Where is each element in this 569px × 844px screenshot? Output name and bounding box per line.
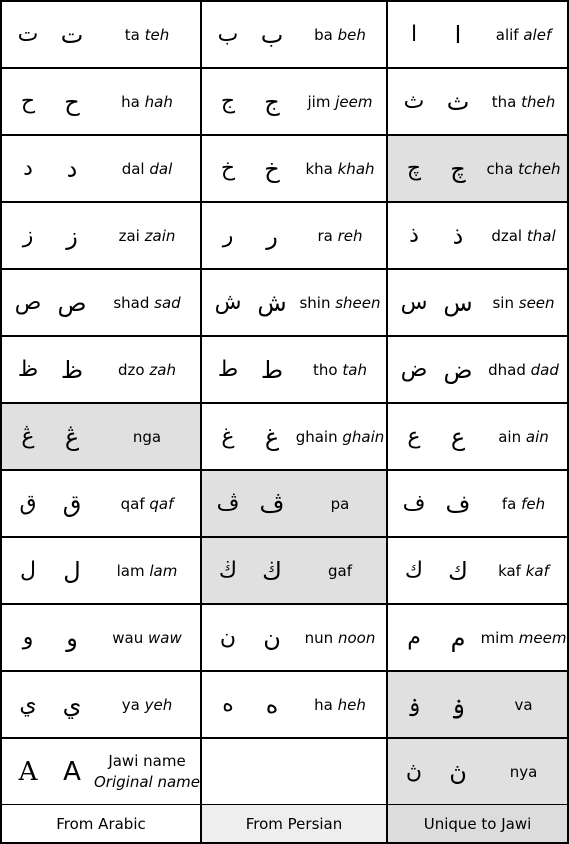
jawi-name: nga [132, 427, 162, 446]
letter-glyph: ذ [452, 221, 464, 250]
letter-cell [202, 203, 388, 270]
isolated-glyph: ش [214, 290, 242, 315]
letter-cell [202, 136, 388, 203]
letter-cell [388, 471, 569, 538]
letter-cell [388, 270, 569, 337]
letter-glyph: ض [443, 355, 473, 384]
letter-cell [388, 605, 569, 672]
isolated-glyph: ڬ [218, 558, 238, 583]
jawi-name: alif [495, 25, 519, 44]
original-name: seen [518, 293, 555, 312]
letter-name: nya [509, 762, 538, 781]
letter-glyph: ق [62, 489, 82, 518]
isolated-glyph: س [400, 290, 428, 315]
original-name: hah [144, 92, 173, 111]
letter-glyph: ه [265, 690, 279, 719]
letter-name [94, 562, 200, 580]
isolated-glyph: و [22, 625, 34, 650]
letter-cell [202, 538, 388, 605]
original-name: sad [154, 293, 181, 312]
isolated-glyph: ص [14, 290, 42, 315]
original-name: sheen [335, 293, 381, 312]
isolated-glyph: ع [407, 424, 421, 449]
letter-glyph: ڤ [259, 489, 285, 518]
isolated-glyph: ۏ [407, 692, 421, 717]
letter-name [94, 361, 200, 379]
isolated-glyph: چ [406, 156, 422, 181]
isolated-glyph: ض [400, 357, 428, 382]
letter-glyph: ا [454, 20, 462, 49]
letter-glyph: ج [264, 87, 280, 116]
empty-cell [202, 739, 388, 806]
original-name: lam [149, 561, 178, 580]
original-name: teh [144, 25, 170, 44]
isolated-glyph: ڤ [216, 491, 240, 516]
jawi-name: fa [501, 494, 517, 513]
letter-cell [388, 739, 569, 806]
isolated-glyph: ت [17, 22, 39, 47]
letter-name [294, 696, 386, 714]
original-name: noon [337, 628, 376, 647]
original-name: yeh [144, 695, 173, 714]
original-name: alef [523, 25, 552, 44]
jawi-name: zai [118, 226, 140, 245]
original-name: ghain [342, 427, 385, 446]
isolated-glyph: م [407, 625, 421, 650]
letter-cell [0, 739, 202, 806]
letter-name [480, 294, 567, 312]
letter-name [94, 428, 200, 446]
jawi-name: qaf [120, 494, 145, 513]
jawi-name: ba [314, 25, 333, 44]
letter-glyph: ن [263, 623, 281, 652]
letter-name [294, 93, 386, 111]
jawi-name: dal [121, 159, 145, 178]
original-name: thal [526, 226, 556, 245]
letter-cell [0, 270, 202, 337]
isolated-glyph: خ [220, 156, 236, 181]
jawi-name: pa [330, 494, 350, 513]
letter-glyph: ح [64, 87, 80, 116]
jawi-name: ra [317, 226, 333, 245]
letter-glyph: م [450, 623, 466, 652]
letter-glyph: خ [264, 154, 280, 183]
letter-name [294, 160, 386, 178]
letter-cell [0, 69, 202, 136]
isolated-glyph: ا [410, 22, 418, 47]
letter-name [480, 93, 567, 111]
letter-name [480, 428, 567, 446]
original-name: dal [149, 159, 173, 178]
isolated-glyph: ط [217, 357, 239, 382]
jawi-name: ta [124, 25, 140, 44]
isolated-glyph: ف [402, 491, 426, 516]
original-name: qaf [149, 494, 174, 513]
original-name: khah [337, 159, 375, 178]
letter-glyph: ث [446, 87, 470, 116]
jawi-name: shad [113, 293, 150, 312]
letter-cell [388, 404, 569, 471]
letter-cell [202, 672, 388, 739]
original-name: heh [337, 695, 366, 714]
letter-glyph: ۏ [450, 690, 466, 719]
original-name: waw [148, 628, 182, 647]
letter-cell [202, 605, 388, 672]
original-name: zain [144, 226, 176, 245]
letter-glyph: ف [445, 489, 471, 518]
letter-cell [388, 538, 569, 605]
isolated-glyph: ج [220, 89, 236, 114]
letter-glyph: ي [62, 690, 82, 719]
letter-name [94, 629, 200, 647]
letter-glyph: ش [257, 288, 287, 317]
letter-cell [0, 538, 202, 605]
letter-glyph: و [66, 623, 78, 652]
letter-cell [0, 136, 202, 203]
letter-cell [388, 0, 569, 69]
letter-name [294, 562, 386, 580]
letter-glyph: ڬ [262, 556, 282, 585]
letter-name [294, 428, 386, 446]
key-glyph-sans: A [63, 756, 81, 787]
letter-cell [0, 0, 202, 69]
letter-name [94, 227, 200, 245]
letter-name [294, 361, 386, 379]
original-name: theh [521, 92, 556, 111]
letter-name [294, 495, 386, 513]
letter-cell [202, 404, 388, 471]
letter-name [94, 26, 200, 44]
jawi-name: gaf [328, 561, 352, 580]
isolated-glyph: ڽ [405, 759, 423, 784]
letter-name [480, 562, 567, 580]
letter-name [480, 629, 567, 647]
isolated-glyph: ڠ [21, 424, 35, 449]
jawi-name: tho [313, 360, 338, 379]
letter-glyph: د [66, 154, 78, 183]
jawi-name: lam [116, 561, 145, 580]
letter-cell [388, 136, 569, 203]
jawi-name: va [514, 695, 533, 714]
letter-glyph: ك [448, 556, 468, 585]
isolated-glyph: ح [20, 89, 36, 114]
letter-name [480, 26, 567, 44]
letter-cell [0, 337, 202, 404]
jawi-name: jim [307, 92, 331, 111]
letter-glyph: چ [450, 154, 466, 183]
letter-cell [0, 471, 202, 538]
letter-glyph: ب [260, 20, 284, 49]
letter-glyph: ت [60, 20, 84, 49]
letter-cell [202, 69, 388, 136]
letter-name [294, 227, 386, 245]
original-name: meem [518, 628, 567, 647]
letter-glyph: ظ [60, 355, 84, 384]
letter-cell [202, 270, 388, 337]
key-names [94, 751, 200, 793]
original-name: tah [342, 360, 367, 379]
letter-cell [202, 337, 388, 404]
letter-cell [202, 0, 388, 69]
letter-name [94, 294, 200, 312]
original-name: tcheh [518, 159, 561, 178]
original-name: beh [337, 25, 366, 44]
jawi-name: ghain [295, 427, 338, 446]
letter-name [480, 361, 567, 379]
letter-name [480, 160, 567, 178]
isolated-glyph: ك [404, 558, 424, 583]
jawi-name: nun [304, 628, 334, 647]
isolated-glyph: ث [403, 89, 425, 114]
letter-name [94, 696, 200, 714]
letter-name [94, 93, 200, 111]
jawi-name: tha [491, 92, 517, 111]
jawi-name: ain [498, 427, 522, 446]
jawi-name: ha [121, 92, 140, 111]
letter-cell [388, 69, 569, 136]
isolated-glyph: ق [19, 491, 37, 516]
jawi-name: kha [305, 159, 333, 178]
legend-unique-to-jawi: Unique to Jawi [388, 805, 569, 844]
letter-cell [388, 203, 569, 270]
isolated-glyph: ب [217, 22, 239, 47]
letter-cell [0, 203, 202, 270]
jawi-name: sin [492, 293, 514, 312]
letter-cell [388, 672, 569, 739]
letter-name [480, 227, 567, 245]
jawi-name: dzal [491, 226, 523, 245]
jawi-name: cha [486, 159, 514, 178]
letter-glyph: ر [266, 221, 278, 250]
letter-glyph: ز [66, 221, 78, 250]
jawi-name: shin [299, 293, 331, 312]
letter-glyph: ص [57, 288, 87, 317]
jawi-name: mim [480, 628, 514, 647]
isolated-glyph: ي [19, 692, 37, 717]
isolated-glyph: ن [219, 625, 237, 650]
letter-name [294, 629, 386, 647]
original-name: reh [337, 226, 363, 245]
letter-cell [0, 672, 202, 739]
letter-cell [202, 471, 388, 538]
letter-cell [0, 404, 202, 471]
jawi-name: ha [314, 695, 333, 714]
letter-glyph: ڽ [449, 757, 467, 786]
original-name: zah [149, 360, 176, 379]
legend-from-arabic: From Arabic [0, 805, 202, 844]
letter-name [480, 495, 567, 513]
original-name: ain [525, 427, 549, 446]
jawi-name: dzo [118, 360, 145, 379]
isolated-glyph: ه [222, 692, 234, 717]
key-jawi-name: Jawi name [108, 751, 186, 770]
letter-name [294, 294, 386, 312]
letter-glyph: ل [63, 556, 81, 585]
letter-name [94, 160, 200, 178]
original-name: feh [521, 494, 546, 513]
letter-name [480, 696, 567, 714]
letter-glyph: غ [264, 422, 280, 451]
original-name: jeem [335, 92, 373, 111]
letter-glyph: ع [450, 422, 466, 451]
isolated-glyph: د [23, 156, 33, 181]
letter-name [294, 26, 386, 44]
jawi-name: kaf [498, 561, 521, 580]
isolated-glyph: ل [20, 558, 36, 583]
isolated-glyph: ظ [17, 357, 39, 382]
legend-from-persian: From Persian [202, 805, 388, 844]
original-name: dad [530, 360, 559, 379]
letter-glyph: س [443, 288, 473, 317]
isolated-glyph: ذ [409, 223, 419, 248]
letter-glyph: ڠ [64, 422, 80, 451]
key-glyph-serif: A [18, 756, 38, 787]
isolated-glyph: غ [221, 424, 235, 449]
jawi-name: wau [112, 628, 144, 647]
key-original-name: Original name [94, 772, 201, 791]
letter-glyph: ط [260, 355, 284, 384]
original-name: kaf [525, 561, 549, 580]
isolated-glyph: ر [222, 223, 234, 248]
letter-cell [388, 337, 569, 404]
letter-cell [0, 605, 202, 672]
jawi-name: dhad [488, 360, 526, 379]
letter-name [94, 495, 200, 513]
jawi-name: ya [121, 695, 140, 714]
isolated-glyph: ز [22, 223, 34, 248]
